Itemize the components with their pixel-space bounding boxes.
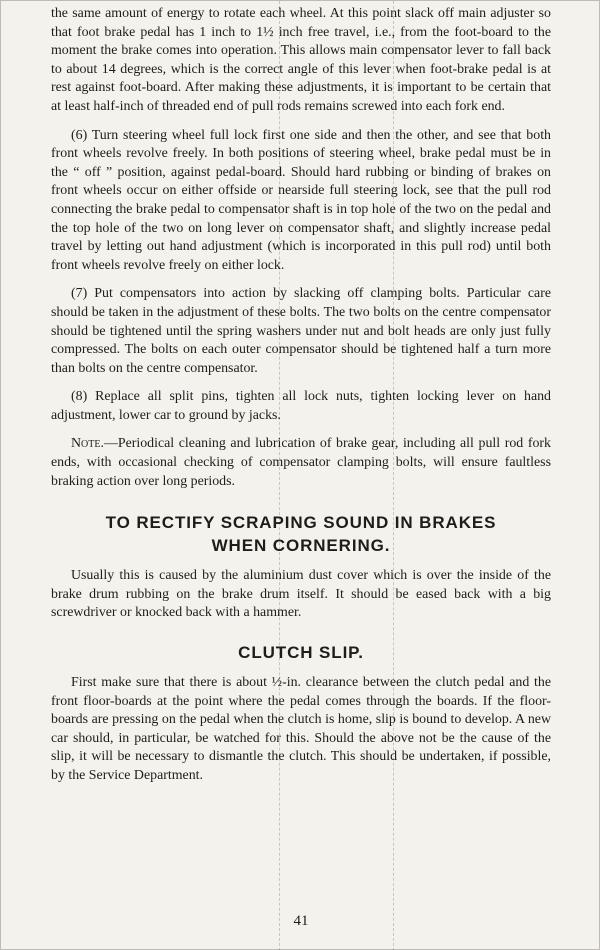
paragraph-scraping-sound: Usually this is caused by the aluminium dust cover which is over the inside of the brake drum rubbing on the brake drum itself. It should be eased back with a big screwdriver or knocked back with a hammer. [51, 568, 551, 621]
heading-scraping-line-2: WHEN CORNERING. [211, 536, 391, 556]
paragraph-step-7: (7) Put compensators into action by slacking off clamping bolts. Particular care should be taken in the adjustment of these bolts. The two bolts on the centre compensator should be tightened until the spring washers under nut and bolt heads are only just fully compressed. The bolts on each outer compensator should be tightened half a turn more than bolts on the centre compensator. [51, 286, 551, 376]
heading-scraping-sound [51, 511, 551, 557]
heading-scraping-line-1: TO RECTIFY SCRAPING SOUND IN BRAKES [105, 513, 497, 533]
page-text-block [51, 5, 551, 796]
heading-clutch-slip: CLUTCH SLIP. [238, 643, 364, 663]
paragraph-step-8: (8) Replace all split pins, tighten all lock nuts, tighten locking lever on hand adjustment, lower car to ground by jacks. [51, 389, 551, 423]
paragraph-clutch-slip: First make sure that there is about ½-in. clearance between the clutch pedal and the front floor-boards at the point where the pedal comes through the boards. If the floor-boards are pressing on the pedal when the clutch is home, slip is bound to develop. A new car should, in particular, be watched for this. Should the above not be the cause of the slip, it will be necessary to dismantle the clutch. This should be undertaken, if possible, by the Service Department. [51, 675, 551, 783]
paragraph-step-6: (6) Turn steering wheel full lock first one side and then the other, and see that both front wheels revolve freely. In both positions of steering wheel, brake pedal must be in the “ off ” position, against pedal-board. Should hard rubbing or binding of brakes on front wheels occur on either offside or nearside full steering lock, see that the pull rod connecting the brake pedal to compensator shaft is in top hole of the two on the pedal and the top hole of the two on long lever on compensator shaft, and slightly increase pedal travel by letting out hand adjustment (which is incorporated in this pull rod) until both front wheels revolve freely on either lock. [51, 127, 551, 273]
paragraph-note [51, 435, 551, 491]
note-body: —Periodical cleaning and lubrication of brake gear, including all pull rod fork ends, with occasional checking of compensator clamping bolts, will ensure faultless braking action over long periods. [51, 436, 551, 489]
note-lead: Note. [71, 436, 104, 452]
page-number: 41 [293, 913, 309, 929]
paragraph-adjuster-continued: the same amount of energy to rotate each wheel. At this point slack off main adjuster so that foot brake pedal has 1 inch to 1½ inch free travel, i.e., from the foot-board to the moment the brake comes into operation. This allows main compensator lever to fall back to about 14 degrees, which is the correct angle of this lever when foot-brake pedal is at rest against foot-board. After making these adjustments, it is important to be certain that at least half-inch of threaded end of pull rods remains screwed into each fork end. [51, 6, 551, 114]
